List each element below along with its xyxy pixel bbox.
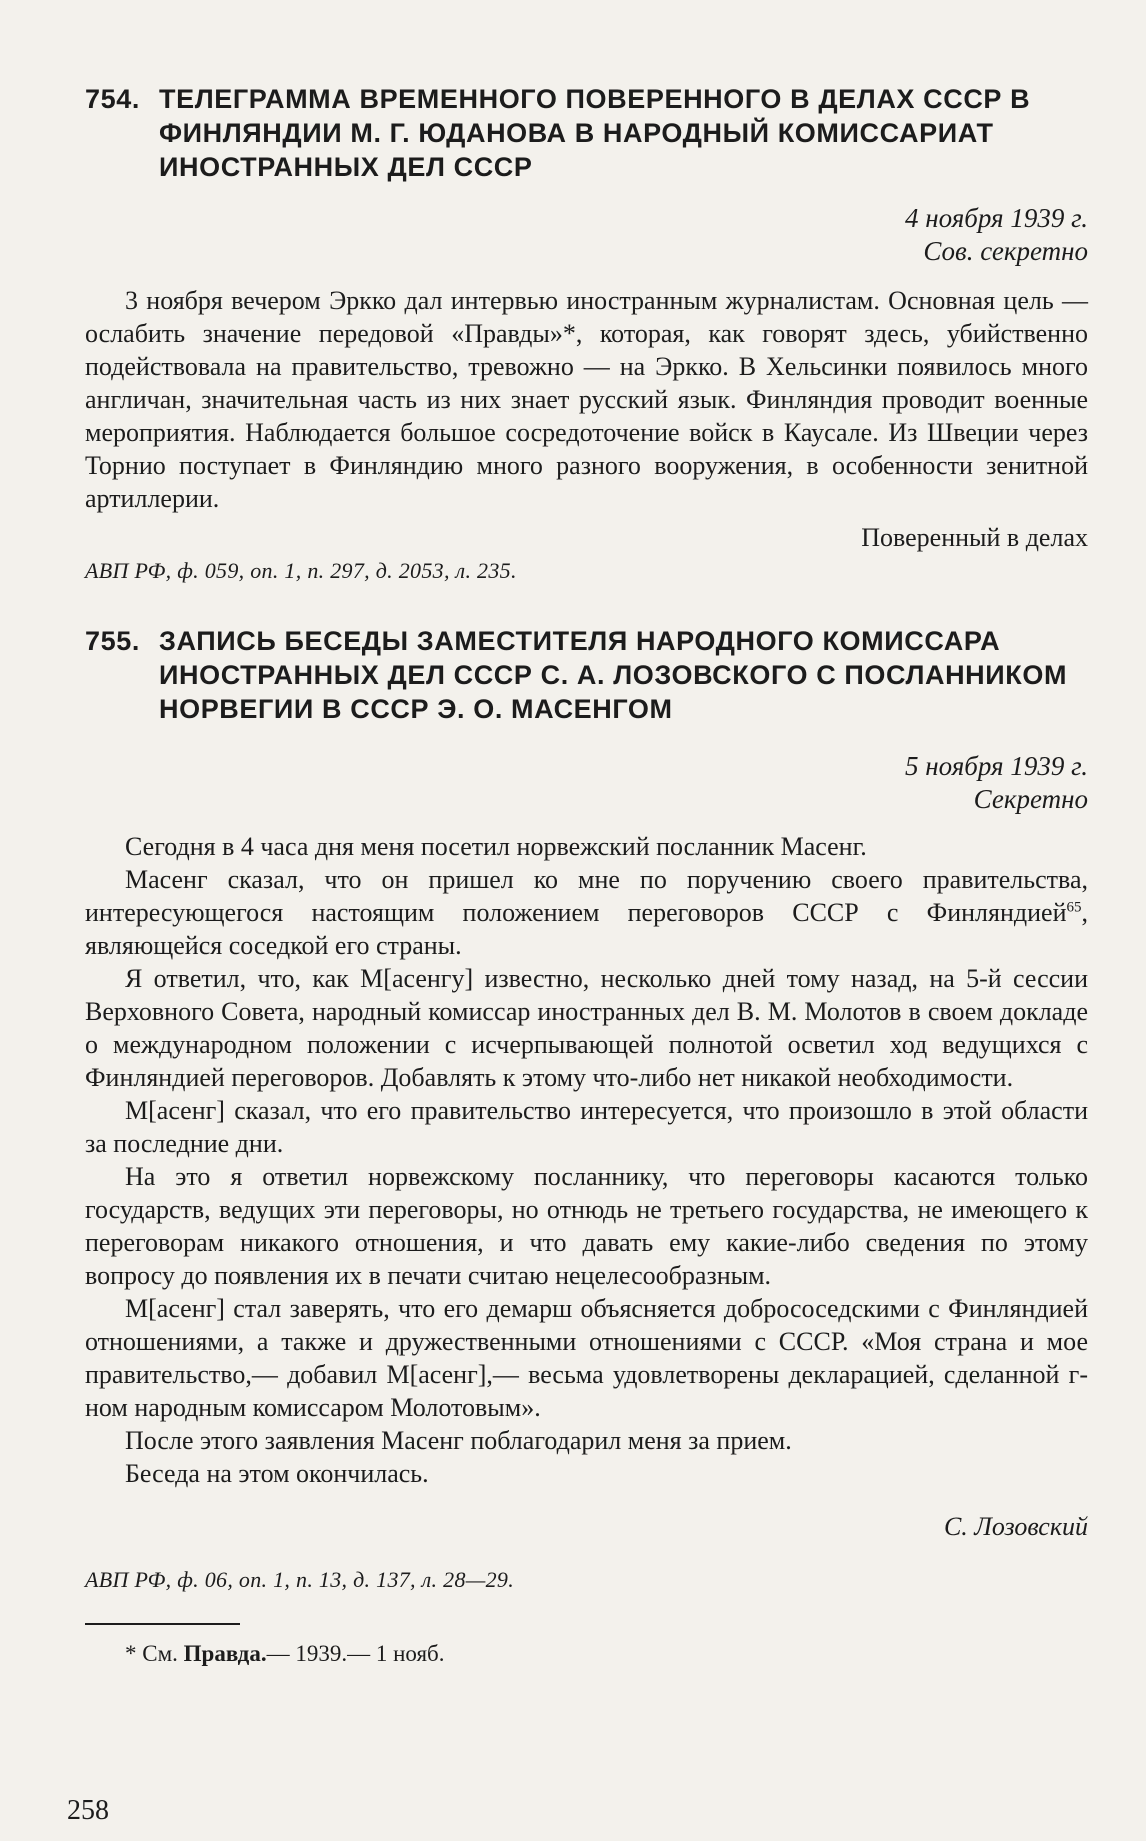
document-page <box>85 82 1088 1669</box>
page-number: 258 <box>67 1795 109 1826</box>
doc755-archive-reference: АВП РФ, ф. 06, оп. 1, п. 13, д. 137, л. 28—29. <box>85 1567 515 1592</box>
doc754-date: 4 ноября 1939 г. <box>904 203 1088 233</box>
footnote-prefix: См. <box>142 1641 178 1666</box>
doc755-heading <box>85 624 1088 726</box>
doc755-paragraph-8: Беседа на этом окончилась. <box>125 1459 429 1488</box>
doc754-body: 3 ноября вечером Эркко дал интервью иностранным журналистам. Основная цель — ослабить значение передовой «Правды»*, которая, как говорят здесь, убийственно подействовала на правительство, тревожно — на Эркко. В Хельсинки появилось много англичан, значительная часть из них знает русский язык. Финляндия проводит военные мероприятия. Наблюдается большое сосредоточение войск в Каусале. Из Швеции через Торнио поступает в Финляндию много разного вооружения, в особенности зенитной артиллерии. <box>85 286 1088 513</box>
doc754-archive-reference: АВП РФ, ф. 059, оп. 1, п. 297, д. 2053, л. 235. <box>85 558 517 583</box>
doc755-paragraph-4: М[асенг] сказал, что его правительство интересуется, что произошло в этой области за последние дни. <box>85 1096 1088 1158</box>
doc755-paragraph-1: Сегодня в 4 часа дня меня посетил норвежский посланник Масенг. <box>125 832 867 861</box>
doc754-number: 754. <box>85 84 140 114</box>
doc754-signature: Поверенный в делах <box>861 523 1088 552</box>
doc755-paragraph-2-text: Масенг сказал, что он пришел ко мне по поручению своего правительства, интересующегося настоящим положением переговоров СССР с Финляндией <box>85 865 1088 927</box>
doc754-title: ТЕЛЕГРАММА ВРЕМЕННОГО ПОВЕРЕННОГО В ДЕЛАХ СССР В ФИНЛЯНДИИ М. Г. ЮДАНОВА В НАРОДНЫЙ КОМИССАРИАТ ИНОСТРАННЫХ ДЕЛ СССР <box>159 84 1031 182</box>
doc755-paragraph-2-tail: , являющейся соседкой его страны. <box>85 898 1088 960</box>
doc755-title: ЗАПИСЬ БЕСЕДЫ ЗАМЕСТИТЕЛЯ НАРОДНОГО КОМИССАРА ИНОСТРАННЫХ ДЕЛ СССР С. А. ЛОЗОВСКОГО С ПОСЛАННИКОМ НОРВЕГИИ В СССР Э. О. МАСЕНГОМ <box>159 626 1068 724</box>
footnote-reference-65: 65 <box>1066 899 1082 916</box>
doc755-paragraph-6: М[асенг] стал заверять, что его демарш объясняется добрососедскими с Финляндией отношениями, а также и дружественными отношениями с СССР. «Моя страна и мое правительство,— добавил М[асенг],— весьма удовлетворены декларацией, сделанной г-ном народным комиссаром Молотовым». <box>85 1294 1088 1422</box>
doc755-paragraph-7: После этого заявления Масенг поблагодарил меня за прием. <box>125 1426 792 1455</box>
doc755-paragraph-3: Я ответил, что, как М[асенгу] известно, несколько дней тому назад, на 5-й сессии Верховного Совета, народный комиссар иностранных дел В. М. Молотов в своем докладе о международном положении с исчерпывающей полнотой осветил ход ведущихся с Финляндией переговоров. Добавлять к этому что-либо нет никакой необходимости. <box>85 964 1088 1092</box>
doc754-classification: Сов. секретно <box>923 236 1088 266</box>
doc755-number: 755. <box>85 626 140 656</box>
doc754-heading <box>85 82 1088 184</box>
doc755-paragraph-2 <box>85 863 1088 962</box>
doc755-body <box>85 830 1088 1490</box>
footnote-source: Правда. <box>183 1641 267 1666</box>
doc755-date: 5 ноября 1939 г. <box>904 751 1088 781</box>
doc755-classification: Секретно <box>973 784 1088 814</box>
doc755-signature: С. Лозовский <box>943 1512 1088 1541</box>
doc755-meta <box>85 750 1088 816</box>
doc755-paragraph-5: На это я ответил норвежскому посланнику, что переговоры касаются только государств, ведущих эти переговоры, но отнюдь не третьего государства, не имеющего к переговорам никакого отношения, и что давать ему какие-либо сведения по этому вопросу до появления их в печати считаю нецелесообразным. <box>85 1162 1088 1290</box>
footnote-details: — 1939.— 1 нояб. <box>266 1641 445 1666</box>
footnote-marker: * <box>125 1641 137 1666</box>
footnote <box>85 1639 1088 1669</box>
footnote-divider <box>85 1623 240 1625</box>
doc754-meta <box>85 202 1088 268</box>
